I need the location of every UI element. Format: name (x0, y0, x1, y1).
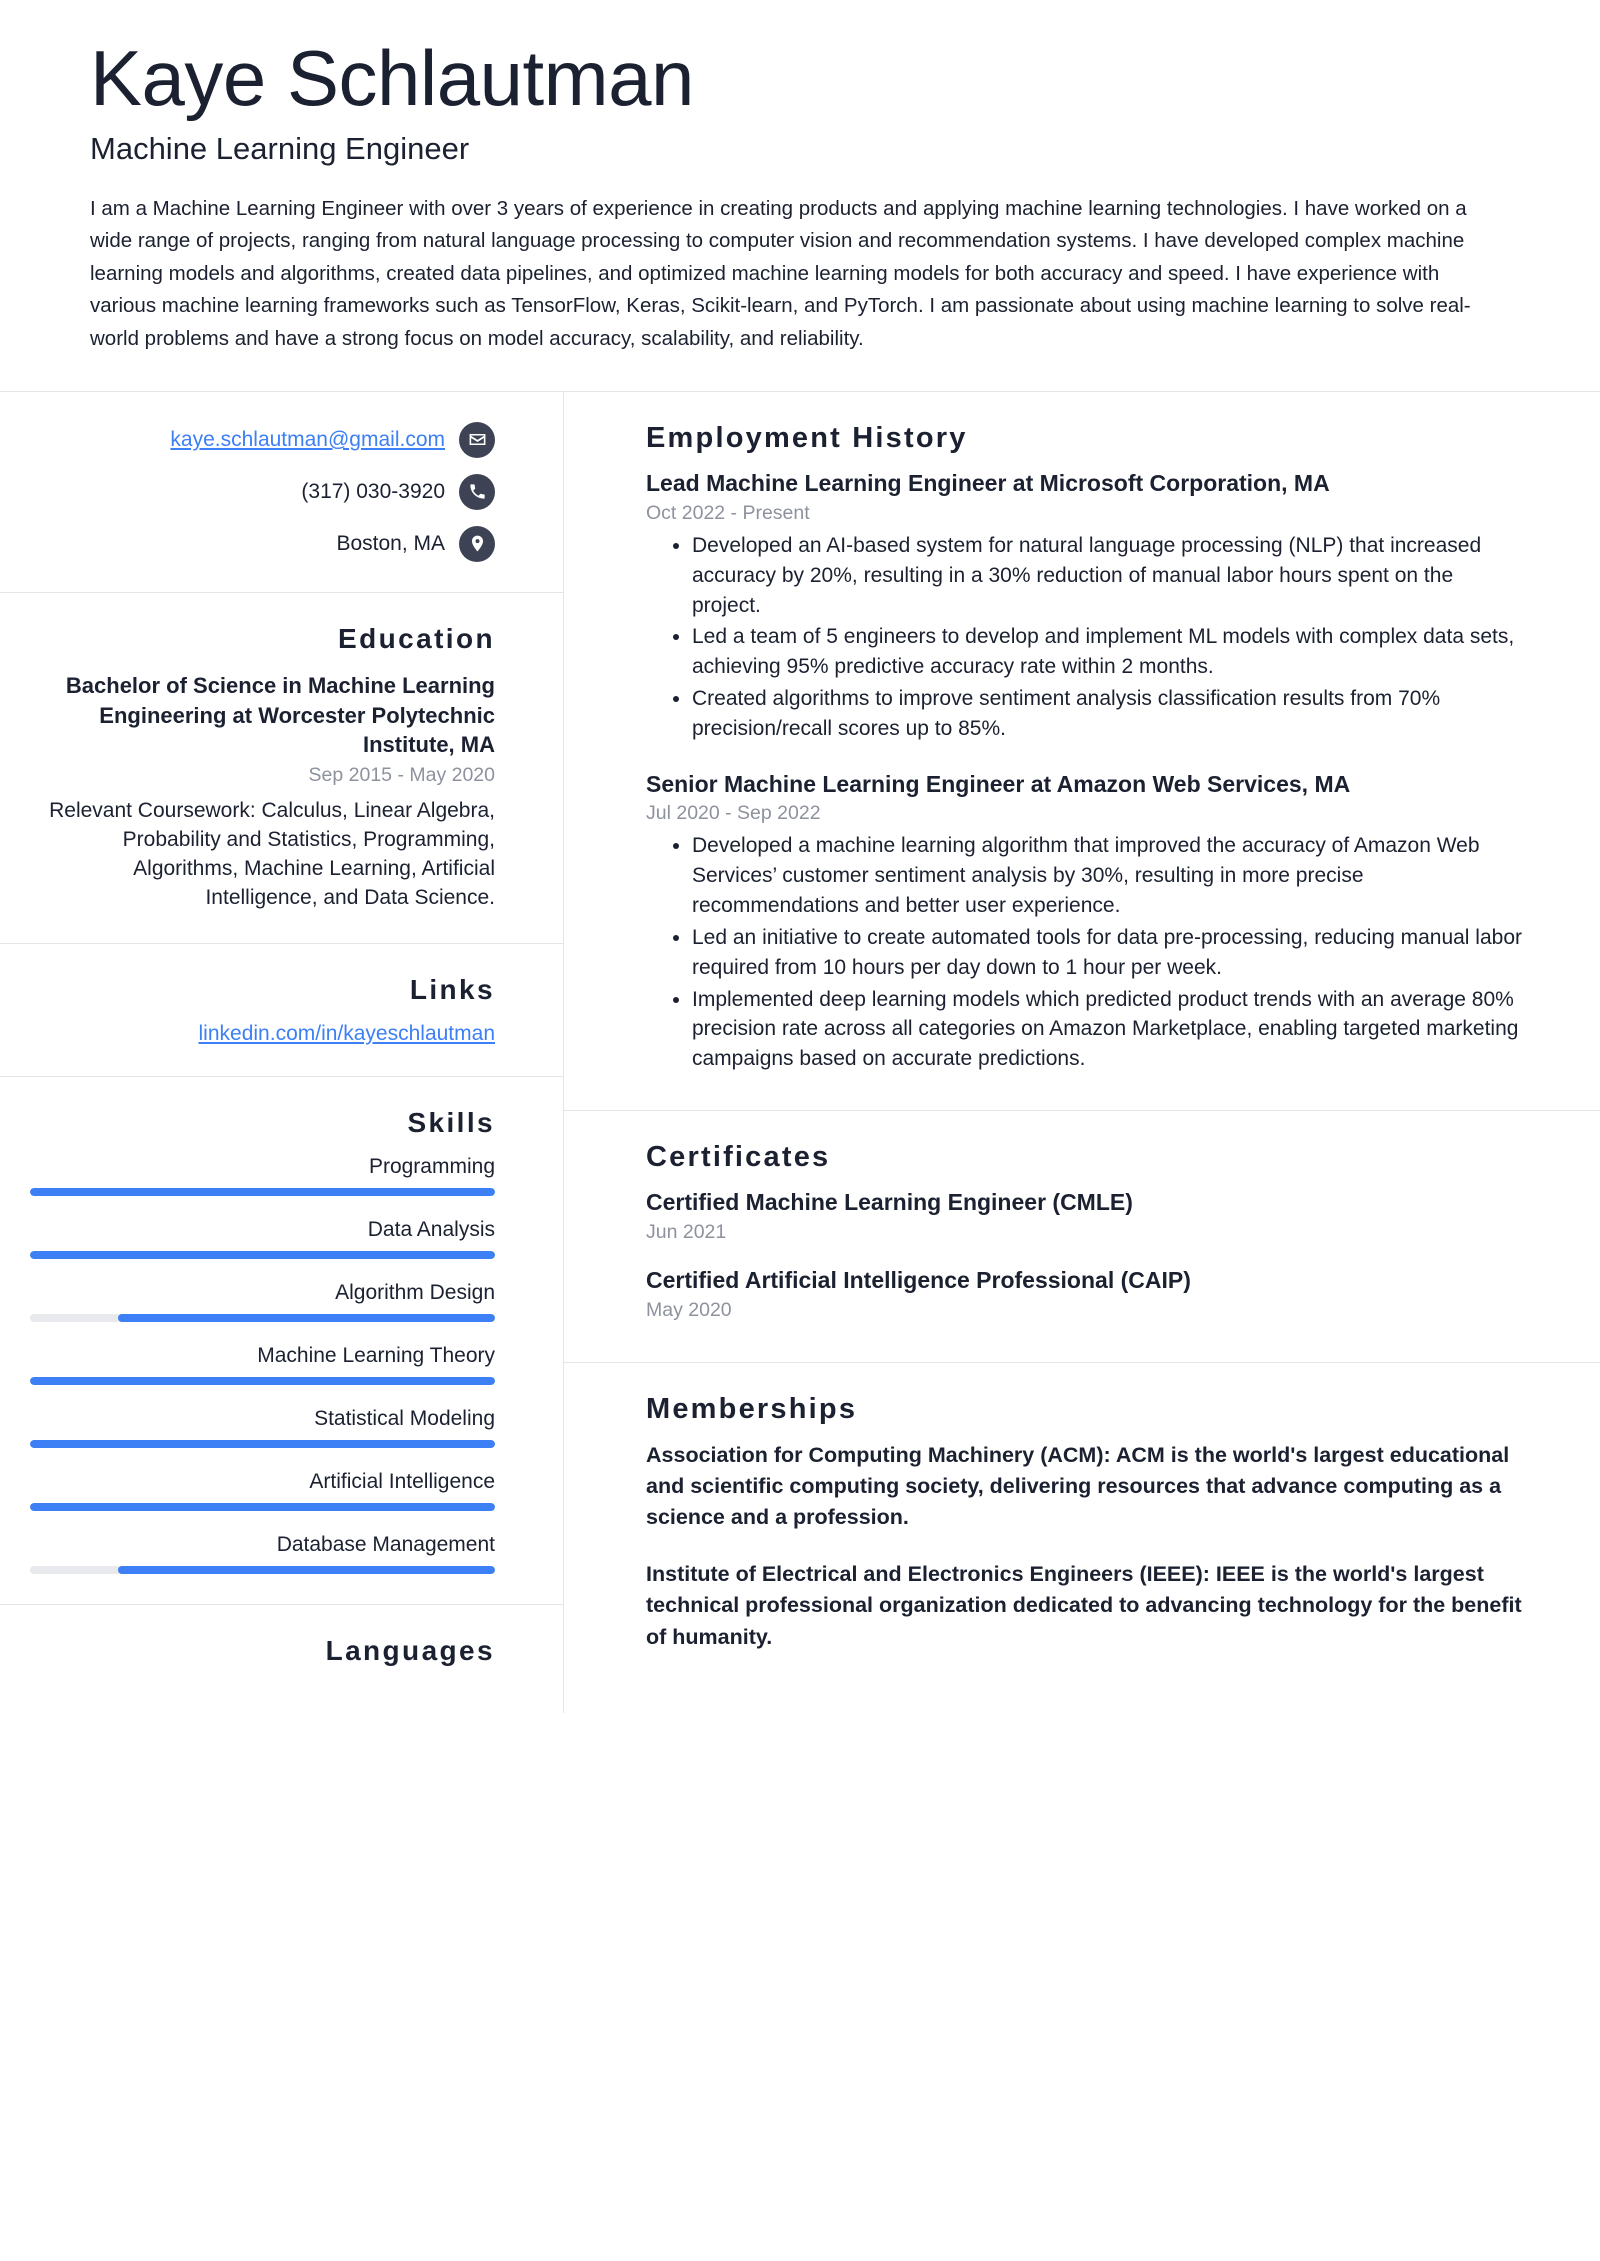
employment-heading: Employment History (646, 421, 968, 454)
languages-block (0, 1605, 563, 1713)
employment-bullet: • Developed an AI-based system for natural language processing (NLP) that increased accuracy by 20%, resulting in a 30% reduction of manual labor hours spent on the project. (692, 531, 1522, 620)
skill-label: Statistical Modeling (314, 1406, 495, 1430)
education-degree: Bachelor of Science in Machine Learning Engineering at Worcester Polytechnic Institute, MA (65, 672, 495, 758)
main-column (564, 392, 1600, 1713)
phone-icon (459, 474, 495, 510)
resume-header (0, 0, 1600, 391)
contact-email-text[interactable]: kaye.schlautman@gmail.com (170, 427, 445, 451)
skills-heading: Skills (407, 1106, 495, 1138)
employment-bullet: • Led a team of 5 engineers to develop and implement ML models with complex data sets, achieving 95% predictive accuracy rate within 2 months. (692, 622, 1522, 682)
skill-level-fill (30, 1503, 495, 1511)
contact-location-row (30, 526, 495, 562)
education-description: Relevant Coursework: Calculus, Linear Algebra, Probability and Statistics, Programming, Algorithms, Machine Learning, Artificial Intelligence, and Data Science. (49, 799, 495, 909)
skills-list (30, 1155, 495, 1574)
skill-item (30, 1155, 495, 1196)
memberships-heading: Memberships (646, 1392, 858, 1425)
skill-level-bar (30, 1377, 495, 1385)
skill-label: Data Analysis (367, 1217, 495, 1241)
employment-entry-dates: Jul 2020 - Sep 2022 (646, 802, 821, 825)
skill-level-bar (30, 1440, 495, 1448)
links-heading: Links (409, 973, 495, 1005)
employment-entry-bullets (646, 831, 1522, 1074)
employment-block (564, 392, 1600, 1111)
skill-label: Machine Learning Theory (257, 1343, 495, 1367)
map-pin-icon (459, 526, 495, 562)
contact-email-row[interactable] (30, 422, 495, 458)
skill-label: Database Management (276, 1532, 495, 1556)
skill-item (30, 1281, 495, 1322)
resume-body (0, 392, 1600, 1713)
candidate-name: Kaye Schlautman (90, 34, 694, 122)
employment-entry-dates: Oct 2022 - Present (646, 501, 810, 524)
employment-entry-title: Senior Machine Learning Engineer at Amazon Web Services, MA (646, 770, 1351, 797)
professional-summary: I am a Machine Learning Engineer with over 3 years of experience in creating products and applying machine learning technologies. I have worked on a wide range of projects, ranging from natural language processing to computer vision and recommendation systems. I have developed complex machine learning models and algorithms, created data pipelines, and optimized machine learning models for both accuracy and speed. I have experience with various machine learning frameworks such as TensorFlow, Keras, Scikit-learn, and PyTorch. I am passionate about using machine learning to solve real-world problems and have a strong focus on model accuracy, scalability, and reliability. (90, 197, 1471, 350)
skills-block (0, 1077, 563, 1605)
skill-level-fill (30, 1440, 495, 1448)
employment-entry-title: Lead Machine Learning Engineer at Microsoft Corporation, MA (646, 469, 1330, 496)
certificates-list (646, 1188, 1522, 1322)
skill-item (30, 1344, 495, 1385)
skill-level-bar (30, 1251, 495, 1259)
candidate-job-title: Machine Learning Engineer (90, 131, 470, 167)
memberships-block (564, 1363, 1600, 1687)
skill-item (30, 1218, 495, 1259)
skill-level-fill (118, 1314, 495, 1322)
skill-level-fill (30, 1251, 495, 1259)
employment-bullet: • Created algorithms to improve sentiment analysis classification results from 70% precision/recall scores up to 85%. (692, 684, 1522, 744)
certificate-title: Certified Artificial Intelligence Professional (CAIP) (646, 1266, 1191, 1293)
employment-bullet: • Developed a machine learning algorithm that improved the accuracy of Amazon Web Services’ customer sentiment analysis by 30%, resulting in more precise recommendations and better user experience. (692, 831, 1522, 920)
contact-block (0, 392, 563, 593)
link-linkedin[interactable]: linkedin.com/in/kayeschlautman (198, 1021, 495, 1045)
skill-item (30, 1407, 495, 1448)
membership-item: Institute of Electrical and Electronics Engineers (IEEE): IEEE is the world's largest technical professional organization dedicated to advancing technology for the benefit of humanity. (646, 1562, 1522, 1649)
skill-level-bar (30, 1566, 495, 1574)
skill-item (30, 1533, 495, 1574)
employment-entry (646, 469, 1522, 744)
skill-item (30, 1470, 495, 1511)
education-block (0, 593, 563, 944)
skill-level-fill (30, 1188, 495, 1196)
contact-phone-text: (317) 030-3920 (301, 479, 445, 503)
employment-bullet: • Led an initiative to create automated tools for data pre-processing, reducing manual labor required from 10 hours per day down to 1 hour per week. (692, 923, 1522, 983)
languages-heading: Languages (325, 1634, 495, 1666)
contact-phone-row[interactable] (30, 474, 495, 510)
certificates-heading: Certificates (646, 1140, 831, 1173)
skill-label: Programming (368, 1154, 495, 1178)
certificate-date: May 2020 (646, 1298, 732, 1321)
employment-entry-bullets (646, 531, 1522, 744)
education-heading: Education (338, 622, 495, 654)
skill-level-fill (118, 1566, 495, 1574)
envelope-icon (459, 422, 495, 458)
skill-label: Artificial Intelligence (309, 1469, 495, 1493)
certificate-date: Jun 2021 (646, 1220, 727, 1243)
employment-entry (646, 770, 1522, 1074)
education-dates: Sep 2015 - May 2020 (308, 764, 495, 787)
employment-list (646, 469, 1522, 1074)
certificate-title: Certified Machine Learning Engineer (CMLE) (646, 1188, 1133, 1215)
memberships-list (646, 1440, 1522, 1653)
skill-level-bar (30, 1503, 495, 1511)
certificate-item (646, 1266, 1522, 1322)
skill-level-fill (30, 1377, 495, 1385)
skill-level-bar (30, 1188, 495, 1196)
skill-label: Algorithm Design (335, 1280, 495, 1304)
certificate-item (646, 1188, 1522, 1244)
employment-bullet: • Implemented deep learning models which predicted product trends with an average 80% precision rate across all categories on Amazon Marketplace, enabling targeted marketing campaigns based on accurate predictions. (692, 985, 1522, 1074)
certificates-block (564, 1111, 1600, 1363)
contact-location-text: Boston, MA (336, 531, 445, 555)
links-block (0, 944, 563, 1077)
membership-item: Association for Computing Machinery (ACM): ACM is the world's largest educational and scientific computing society, delivering resources that advance computing as a science and a profession. (646, 1442, 1510, 1530)
skill-level-bar (30, 1314, 495, 1322)
sidebar (0, 392, 564, 1713)
